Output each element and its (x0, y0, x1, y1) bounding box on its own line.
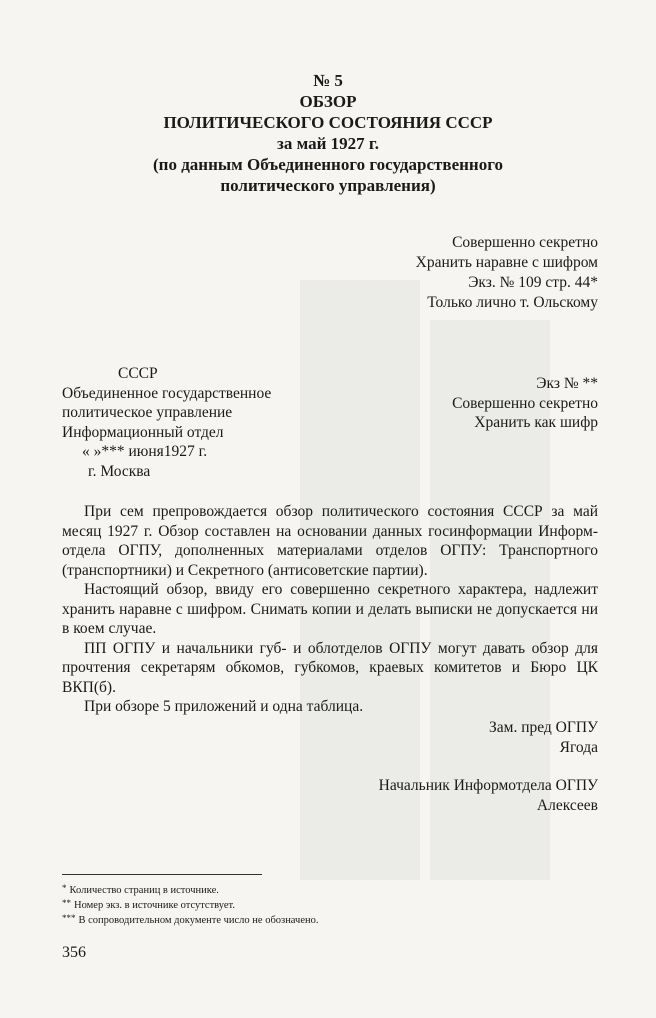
body-paragraph: При сем препровождается обзор политического состояния СССР за май месяц 1927 г. Обзор составлен на основании данных госинформации Информ-отдела ОГПУ, дополненных материалами отделов ОГПУ: Транспортного (транспортники) и Секретного (антисоветские партии). (62, 503, 598, 579)
footnote-text: Количество страниц в источнике. (69, 885, 219, 896)
footnote-text: Номер экз. в источнике отсутствует. (74, 900, 235, 911)
recipient-line: Только лично т. Ольскому (427, 294, 598, 311)
document-source-line: политического управления) (220, 176, 436, 195)
document-source-line: (по данным Объединенного государственного (152, 155, 503, 174)
document-number: № 5 (313, 71, 343, 90)
classification-line: Совершенно секретно (452, 234, 598, 251)
footnote-mark: *** (62, 913, 76, 923)
sender-block (62, 364, 271, 481)
copy-number: Экз № ** (536, 375, 598, 392)
sender-date: « »*** июня1927 г. (82, 443, 208, 460)
classification-block (416, 233, 598, 313)
copy-number-line: Экз. № 109 стр. 44* (468, 274, 598, 291)
footnote-mark: * (62, 883, 67, 893)
sender-city: г. Москва (88, 462, 151, 480)
document-title-line: ПОЛИТИЧЕСКОГО СОСТОЯНИЯ СССР (163, 113, 493, 132)
copy-classification-block (452, 374, 598, 433)
page-number: 356 (62, 944, 86, 961)
sender-line: политическое управление (62, 404, 233, 421)
classification-line: Хранить как шифр (474, 414, 598, 431)
footnote (62, 882, 319, 897)
signatory-title: Начальник Информотдела ОГПУ (378, 777, 598, 794)
document-title: ОБЗОР (299, 92, 357, 111)
body-paragraph: Настоящий обзор, ввиду его совершенно секретного характера, надлежит хранить наравне с шифром. Снимать копии и делать выписки не допускается ни в коем случае. (62, 581, 598, 637)
footnote-text: В сопроводительном документе число не обозначено. (78, 915, 319, 926)
sender-line: СССР (118, 365, 158, 382)
body-paragraph: ПП ОГПУ и начальники губ- и облотделов ОГПУ могут давать обзор для прочтения секретарям обкомов, губкомов, краевых комитетов и Бюро ЦК ВКП(б). (62, 639, 598, 696)
classification-line: Хранить наравне с шифром (415, 254, 598, 271)
footnote-divider (62, 874, 262, 875)
document-heading (60, 70, 596, 196)
footnote (62, 912, 319, 927)
sender-line: Информационный отдел (62, 423, 224, 441)
document-body (62, 502, 598, 717)
sender-line: Объединенное государственное (62, 384, 272, 402)
signatory-name: Ягода (559, 738, 598, 756)
signatory-title: Зам. пред ОГПУ (488, 719, 598, 736)
document-title-date: за май 1927 г. (277, 134, 379, 153)
classification-line: Совершенно секретно (452, 394, 598, 412)
footnotes (62, 882, 319, 927)
footnote-mark: ** (62, 898, 71, 908)
signature-block (379, 718, 598, 815)
signatory-name: Алексеев (536, 796, 598, 814)
footnote (62, 897, 319, 912)
body-paragraph: При обзоре 5 приложений и одна таблица. (84, 698, 364, 715)
